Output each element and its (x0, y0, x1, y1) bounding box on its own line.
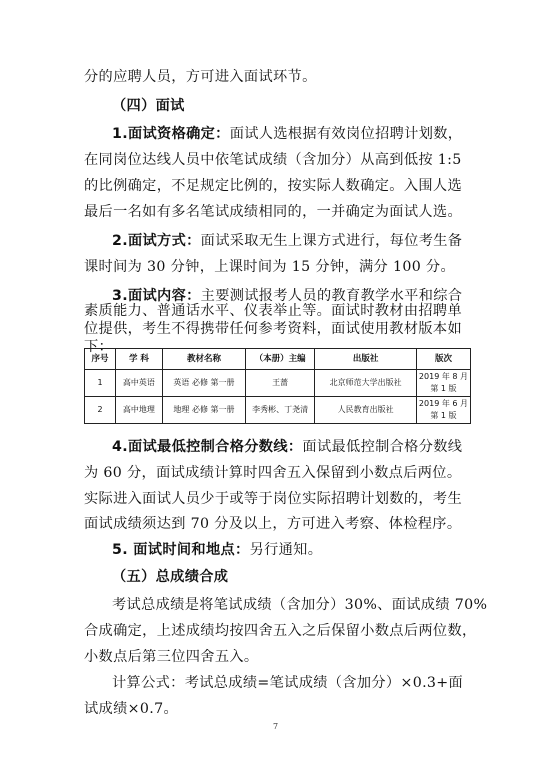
cell-edition (416, 397, 470, 424)
table-row (85, 370, 471, 397)
paragraph-line: 实际进入面试人员少于或等于岗位实际招聘计划数的，考生 (84, 491, 462, 507)
paragraph-line: 下： (84, 339, 114, 355)
table-header-row (85, 349, 471, 370)
page-number: 7 (272, 722, 279, 731)
paragraph-method (84, 228, 470, 254)
textbook-table (84, 348, 471, 424)
paragraph-line: 面试成绩须达到 70 分及以上，方可进入考察、体检程序。 (84, 516, 462, 532)
cell-no: 1 (85, 370, 116, 397)
cell-no: 2 (85, 397, 116, 424)
paragraph-line: 最后一名如有多名笔试成绩相同的，一并确定为面试人选。 (84, 204, 462, 220)
paragraph-passing-score (84, 434, 470, 460)
text: 另行通知。 (249, 542, 323, 558)
cell-editor: 王蔷 (246, 370, 315, 397)
cell-subject: 高中英语 (116, 370, 163, 397)
paragraph-line: 考试总成绩是将笔试成绩（含加分）30%、面试成绩 70% (112, 597, 488, 613)
header-editor: （本册）主编 (246, 349, 315, 370)
edition-date: 2019 年 6 月 (418, 399, 468, 408)
cell-edition (416, 370, 470, 397)
header-publisher: 出版社 (315, 349, 417, 370)
text: 面试最低控制合格分数线 (302, 439, 463, 455)
section-heading-interview: （四）面试 (112, 98, 185, 114)
edition-number: 第 1 版 (430, 384, 457, 393)
cell-publisher: 北京师范大学出版社 (315, 370, 417, 397)
paragraph-qualification (84, 121, 470, 147)
cell-editor: 李秀彬、丁尧清 (246, 397, 315, 424)
paragraph-time-place (84, 537, 470, 563)
paragraph-line: 试成绩×0.7。 (84, 701, 179, 717)
header-no: 序号 (85, 349, 116, 370)
cell-subject: 高中地理 (116, 397, 163, 424)
paragraph-line: 合成确定，上述成绩均按四舍五入之后保留小数点后两位数， (84, 623, 477, 639)
header-book: 教材名称 (162, 349, 245, 370)
paragraph-formula: 计算公式：考试总成绩=笔试成绩（含加分）×0.3+面 (112, 675, 464, 691)
paragraph-line: 课时间为 30 分钟，上课时间为 15 分钟，满分 100 分。 (84, 259, 456, 275)
paragraph-line: 位提供，考生不得携带任何参考资料，面试使用教材版本如 (84, 321, 462, 337)
paragraph-line: 为 60 分，面试成绩计算时四舍五入保留到小数点后两位。 (84, 465, 462, 481)
edition-number: 第 1 版 (430, 411, 457, 420)
header-subject: 学 科 (116, 349, 163, 370)
table-row (85, 397, 471, 424)
label-qualification: 1.面试资格确定： (112, 126, 230, 142)
text: 主要测试报考人员的教育教学水平和综合 (200, 288, 463, 304)
text: 面试人选根据有效岗位招聘计划数， (229, 126, 463, 142)
section-heading-total-score: （五）总成绩合成 (112, 569, 229, 585)
paragraph-line: 小数点后第三位四舍五入。 (84, 649, 259, 665)
header-edition: 版次 (416, 349, 470, 370)
paragraph-line: 分的应聘人员，方可进入面试环节。 (84, 69, 317, 85)
text: 面试采取无生上课方式进行，每位考生备 (200, 233, 463, 249)
label-passing-score: 4.面试最低控制合格分数线： (112, 439, 303, 455)
label-method: 2.面试方式： (112, 233, 201, 249)
cell-book: 地理 必修 第一册 (162, 397, 245, 424)
paragraph-line: 素质能力、普通话水平、仪表举止等。面试时教材由招聘单 (84, 303, 462, 319)
cell-publisher: 人民教育出版社 (315, 397, 417, 424)
edition-date: 2019 年 8 月 (418, 372, 468, 381)
label-content: 3.面试内容： (112, 288, 201, 304)
paragraph-line: 的比例确定，不足规定比例的，按实际人数确定。入围人选 (84, 178, 462, 194)
paragraph-line: 在同岗位达线人员中依笔试成绩（含加分）从高到低按 1:5 (84, 152, 462, 168)
label-time-place: 5. 面试时间和地点： (112, 542, 250, 558)
cell-book: 英语 必修 第一册 (162, 370, 245, 397)
